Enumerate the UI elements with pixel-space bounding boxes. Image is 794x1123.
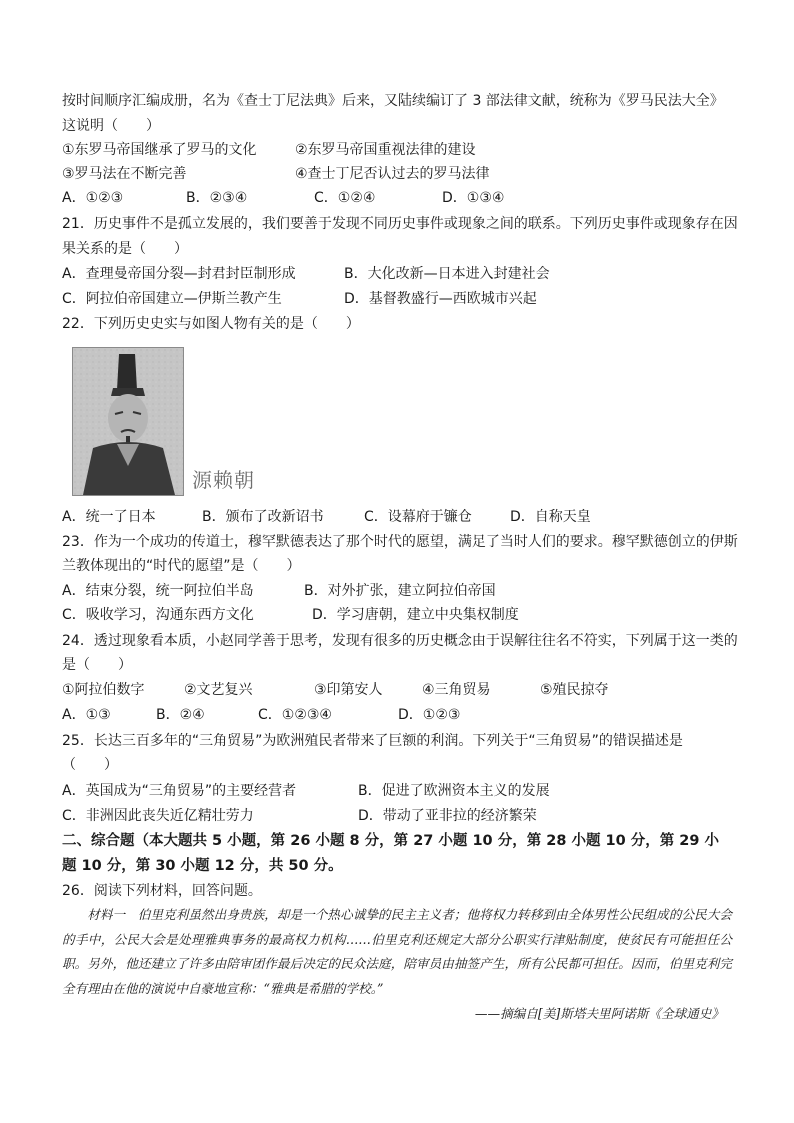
- choice-b[interactable]: B．颁布了改新诏书: [202, 509, 324, 525]
- question-24-stem: 是（ ）: [62, 657, 132, 673]
- choice-d[interactable]: D．①③④: [442, 190, 505, 206]
- choice-a[interactable]: A．①②③: [62, 190, 124, 206]
- choice-a[interactable]: A．①③: [62, 707, 111, 723]
- question-23-stem: 23．作为一个成功的传道士，穆罕默德表达了那个时代的愿望，满足了当时人们的要求。穆罕默德创立的伊斯: [62, 534, 738, 550]
- choice-d[interactable]: D．自称天皇: [510, 509, 591, 525]
- choice-c[interactable]: C．①②③④: [258, 707, 332, 723]
- section-heading: 二、综合题（本大题共 5 小题，第 26 小题 8 分，第 27 小题 10 分，第 28 小题 10 分，第 29 小: [62, 833, 720, 849]
- question-25-stem: 25．长达三百多年的“三角贸易”为欧洲殖民者带来了巨额的利润。下列关于“三角贸易”的错误描述是: [62, 733, 683, 749]
- concept-item: ⑤殖民掠夺: [540, 682, 609, 698]
- statement-item: ①东罗马帝国继承了罗马的文化: [62, 142, 257, 158]
- portrait-caption: 源赖朝: [192, 468, 255, 492]
- choice-d[interactable]: D．带动了亚非拉的经济繁荣: [358, 808, 537, 824]
- question-23-stem: 兰教体现出的“时代的愿望”是（ ）: [62, 558, 301, 574]
- concept-item: ④三角贸易: [422, 682, 491, 698]
- choice-a[interactable]: A．结束分裂，统一阿拉伯半岛: [62, 583, 254, 599]
- question-25-stem: （ ）: [62, 757, 118, 773]
- choice-d[interactable]: D．学习唐朝，建立中央集权制度: [312, 607, 519, 623]
- question-21-stem: 21．历史事件不是孤立发展的，我们要善于发现不同历史事件或现象之间的联系。下列历史事件或现象存在因: [62, 216, 738, 232]
- choice-c[interactable]: C．吸收学习，沟通东西方文化: [62, 607, 254, 623]
- choice-d[interactable]: D．①②③: [398, 707, 461, 723]
- choice-b[interactable]: B．促进了欧洲资本主义的发展: [358, 783, 550, 799]
- material-passage: 材料一 伯里克利虽然出身贵族，却是一个热心诚挚的民主主义者；他将权力转移到由全体男性公民组成的公民大会的手中，公民大会是处理雅典事务的最高权力机构……伯里克利还规定大部分公职实行津贴制度，使贫民有可能担任公职。另外，他还建立了许多由陪审团作最后决定的民众法庭，陪审员由抽签产生，所有公民都可担任。因而，伯里克利完全有理由在他的演说中自豪地宣称：“雅典是希腊的学校。”: [62, 907, 732, 996]
- choice-a[interactable]: A．查理曼帝国分裂—封君封臣制形成: [62, 266, 296, 282]
- concept-item: ③印第安人: [314, 682, 383, 698]
- choice-c[interactable]: C．阿拉伯帝国建立—伊斯兰教产生: [62, 291, 282, 307]
- choice-b[interactable]: B．②④: [156, 707, 205, 723]
- portrait-image: [72, 347, 184, 496]
- choice-b[interactable]: B．对外扩张，建立阿拉伯帝国: [304, 583, 496, 599]
- concept-item: ①阿拉伯数字: [62, 682, 145, 698]
- question-stem-line: 这说明（ ）: [62, 118, 160, 134]
- question-22-stem: 22．下列历史史实与如图人物有关的是（ ）: [62, 316, 360, 332]
- choice-c[interactable]: C．①②④: [314, 190, 376, 206]
- statement-item: ③罗马法在不断完善: [62, 166, 187, 182]
- material-source: ——摘编自[美]斯塔夫里阿诺斯《全球通史》: [474, 1006, 724, 1021]
- section-heading: 题 10 分，第 30 小题 12 分，共 50 分。: [62, 858, 343, 874]
- statement-item: ②东罗马帝国重视法律的建设: [295, 142, 476, 158]
- choice-b[interactable]: B．大化改新—日本进入封建社会: [344, 266, 550, 282]
- question-26-stem: 26．阅读下列材料，回答问题。: [62, 883, 262, 899]
- choice-c[interactable]: C．设幕府于镰仓: [364, 509, 472, 525]
- choice-c[interactable]: C．非洲因此丧失近亿精壮劳力: [62, 808, 254, 824]
- concept-item: ②文艺复兴: [184, 682, 253, 698]
- statement-item: ④查士丁尼否认过去的罗马法律: [295, 166, 490, 182]
- question-21-stem: 果关系的是（ ）: [62, 241, 188, 257]
- choice-a[interactable]: A．统一了日本: [62, 509, 156, 525]
- choice-b[interactable]: B．②③④: [186, 190, 248, 206]
- choice-d[interactable]: D．基督教盛行—西欧城市兴起: [344, 291, 537, 307]
- portrait-drawing: [73, 348, 183, 495]
- question-24-stem: 24．透过现象看本质，小赵同学善于思考，发现有很多的历史概念由于误解往往名不符实，下列属于这一类的: [62, 633, 738, 649]
- choice-a[interactable]: A．英国成为“三角贸易”的主要经营者: [62, 783, 297, 799]
- question-stem-line: 按时间顺序汇编成册，名为《查士丁尼法典》后来，又陆续编订了 3 部法律文献，统称为《罗马民法大全》: [62, 93, 724, 109]
